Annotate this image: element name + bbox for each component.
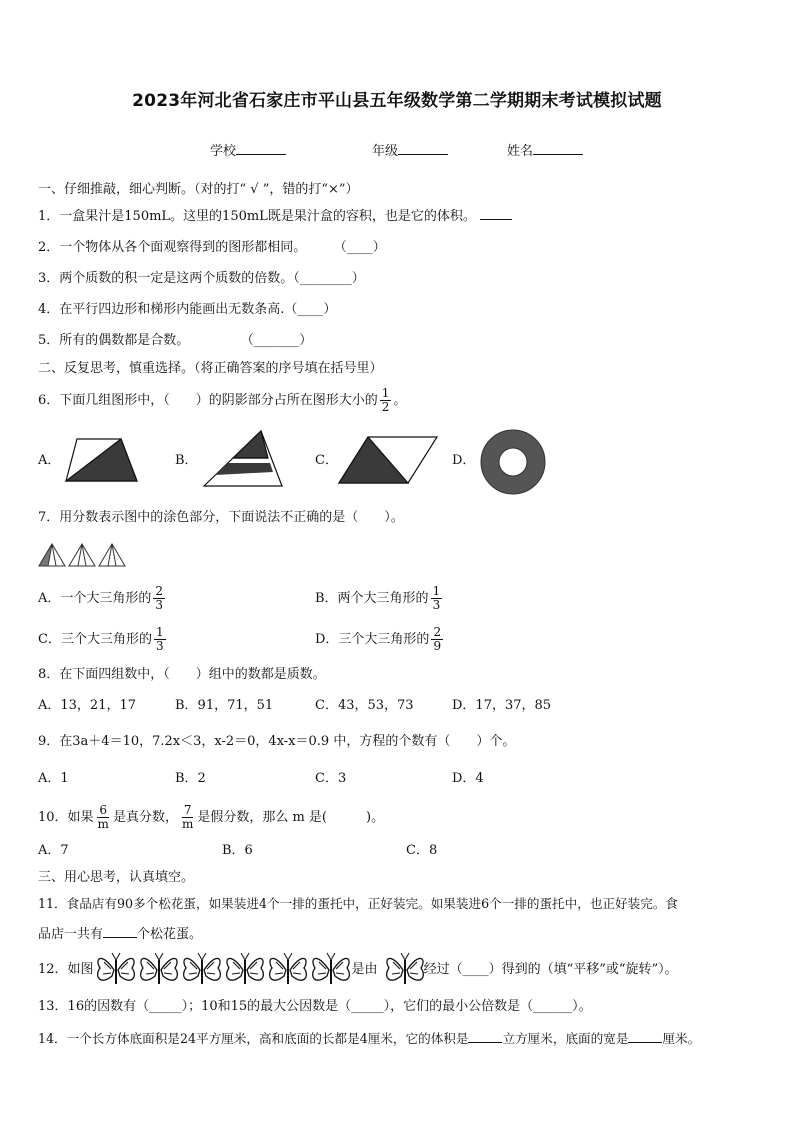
q6-option-a[interactable]: A． (38, 453, 61, 468)
school-field[interactable]: 学校 (210, 140, 286, 159)
section-2-heading: 二、反复思考，慎重选择。（将正确答案的序号填在括号里） (38, 361, 383, 376)
question-14: 14．一个长方体底面积是24平方厘米，高和底面的长都是4厘米，它的体积是 立方厘米，底面的宽是 厘米。 (38, 1031, 701, 1046)
q8-option-a[interactable]: A．13，21，17 (38, 698, 137, 713)
question-1: 1．一盒果汁是150mL。这里的150mL既是果汁盒的容积，也是它的体积。 (38, 207, 512, 227)
q7-option-b[interactable]: B．两个大三角形的 $\frac{1}{3}$ (315, 584, 441, 612)
question-13: 13．16的因数有（_____）；10和15的最大公因数是（_____），它们的最小公倍数是（______）。 (38, 999, 592, 1014)
answer-blank[interactable]: （_______） (247, 333, 313, 348)
q6-figure-c (338, 436, 438, 484)
name-field[interactable]: 姓名 (507, 140, 583, 159)
question-9: 9．在3a＋4＝10，7.2x＜3，x-2＝0，4x-x＝0.9 中，方程的个数有（ ）个。 (38, 734, 516, 749)
q8-option-d[interactable]: D．17，37，85 (452, 698, 552, 713)
answer-blank[interactable] (480, 207, 512, 220)
section-3-heading: 三、用心思考，认真填空。 (38, 870, 195, 885)
q7-option-a[interactable]: A．一个大三角形的 $\frac{2}{3}$ (38, 584, 164, 612)
question-7: 7．用分数表示图中的涂色部分，下面说法不正确的是（ ）。 (38, 510, 404, 525)
q8-option-c[interactable]: C．43，53，73 (315, 698, 414, 713)
q6-figure-d-ring (480, 429, 546, 495)
q7-option-c[interactable]: C．三个大三角形的 $\frac{1}{3}$ (38, 625, 164, 653)
q10-option-b[interactable]: B．6 (222, 843, 253, 858)
question-12: 12．如图 是由 经过（____）得到的（填“平移”或“旋转”）。 (38, 962, 678, 977)
q6-option-c[interactable]: C． (315, 453, 338, 468)
page-title: 2023年河北省石家庄市平山县五年级数学第二学期期末考试模拟试题 (132, 91, 662, 111)
question-6: 6．下面几组图形中，（ ）的阴影部分占所在图形大小的 $\frac{1}{2}$ 。 (38, 386, 407, 414)
q6-option-d[interactable]: D． (452, 453, 476, 468)
question-5: 5．所有的偶数都是合数。 （_______） (38, 333, 313, 348)
grade-field[interactable]: 年级 (372, 140, 448, 159)
question-4: 4．在平行四边形和梯形内能画出无数条高.（____） (38, 302, 337, 317)
answer-blank[interactable] (468, 1030, 502, 1043)
q9-option-d[interactable]: D．4 (452, 771, 484, 786)
question-8: 8．在下面四组数中，（ ）组中的数都是质数。 (38, 667, 326, 682)
q10-option-a[interactable]: A．7 (38, 843, 69, 858)
butterfly-row-figure (96, 950, 356, 990)
question-3: 3．两个质数的积一定是这两个质数的倍数。（________） (38, 271, 365, 286)
q6-figure-b (203, 430, 283, 487)
q7-triangles-figure (38, 543, 128, 567)
q7-option-d[interactable]: D．三个大三角形的 $\frac{2}{9}$ (315, 625, 442, 653)
question-11-line-2: 品店一共有 个松花蛋。 (38, 927, 203, 942)
q9-option-a[interactable]: A．1 (38, 771, 69, 786)
q6-option-b[interactable]: B． (175, 453, 198, 468)
question-10: 10．如果 $\frac{6}{m}$ 是真分数， $\frac{7}{m}$ 是假分数，那么 m 是( )。 (38, 803, 385, 831)
q8-option-b[interactable]: B．91，71，51 (175, 698, 274, 713)
q9-option-b[interactable]: B．2 (175, 771, 206, 786)
answer-blank[interactable]: （____） (340, 240, 386, 255)
section-1-heading: 一、仔细推敲，细心判断。（对的打“ √ ”，错的打“×”） (38, 182, 359, 197)
question-11-line-1: 11．食品店有90多个松花蛋，如果装进4个一排的蛋托中，正好装完。如果装进6个一排的蛋托中，也正好装完。食 (38, 896, 678, 911)
q6-figure-a (65, 438, 140, 483)
q10-option-c[interactable]: C．8 (406, 843, 438, 858)
q9-option-c[interactable]: C．3 (315, 771, 347, 786)
fraction: $\frac{1}{2}$ (381, 386, 390, 414)
question-2: 2．一个物体从各个面观察得到的图形都相同。 （____） (38, 240, 386, 255)
answer-blank[interactable] (628, 1030, 662, 1043)
butterfly-single-figure (384, 950, 426, 990)
answer-blank[interactable] (103, 925, 137, 938)
